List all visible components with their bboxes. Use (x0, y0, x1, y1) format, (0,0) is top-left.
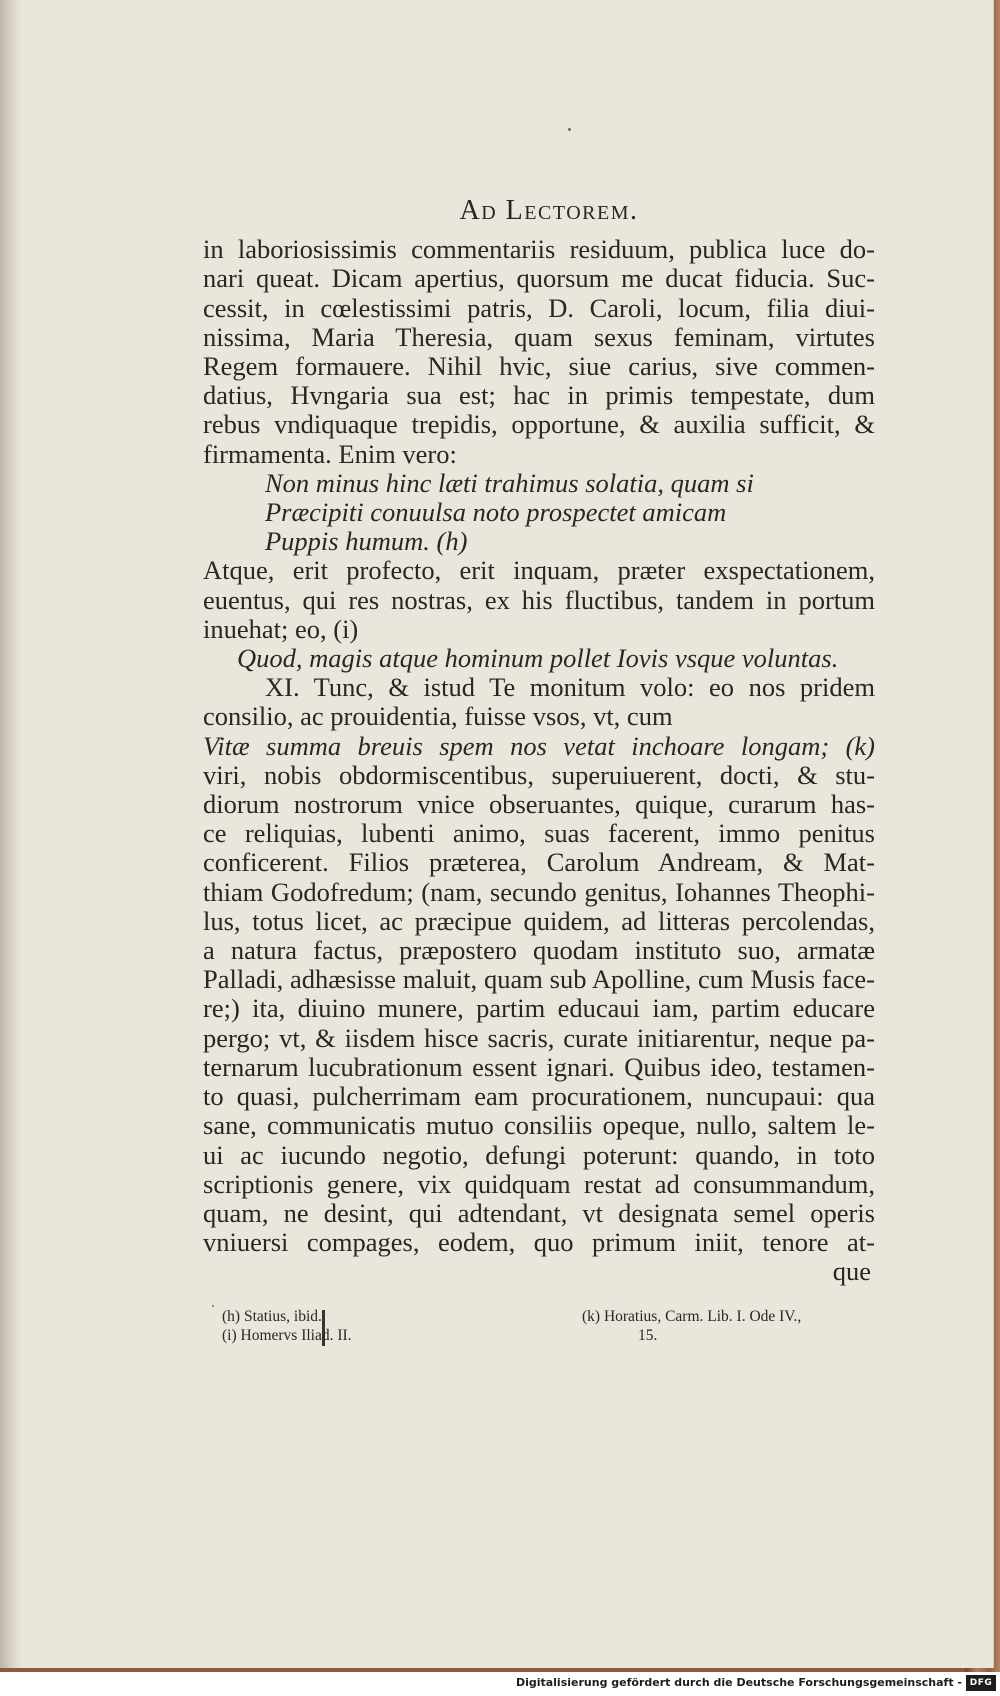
text-line: ce reliquias, lubenti animo, suas facerent, immo penitus (203, 818, 875, 849)
main-text (203, 196, 875, 1287)
footnote-i: (i) Homervs Iliad. II. (222, 1327, 352, 1344)
verse-line: Non minus hinc læti trahimus solatia, quam si (265, 467, 754, 498)
text-line: Atque, erit profecto, erit inquam, præter exspectationem, (203, 555, 875, 586)
paper-speck (568, 128, 571, 131)
verse-line: Puppis humum. (h) (265, 526, 468, 557)
text-line: Palladi, adhæsisse maluit, quam sub Apolline, cum Musis face- (203, 964, 875, 995)
text-line: sane, communicatis mutuo consiliis opeque, nullo, saltem le- (203, 1110, 875, 1141)
footnote-h: (h) Statius, ibid. (222, 1308, 322, 1325)
text-line: cessit, in cœlestissimi patris, D. Caroli, locum, filia diui- (203, 292, 875, 323)
text-line: conficerent. Filios præterea, Carolum Andream, & Mat- (203, 847, 875, 878)
footnotes-right (582, 1307, 882, 1345)
paper-speck (212, 1305, 214, 1307)
text-line: firmamenta. Enim vero: (203, 438, 457, 469)
verse-line: Vitæ summa breuis spem nos vetat inchoare longam; (k) (203, 730, 875, 761)
text-line: inuehat; eo, (i) (203, 613, 359, 644)
text-line: a natura factus, præpostero quodam instituto suo, armatæ (203, 935, 875, 966)
text-line: to quasi, pulcherrimam eam procurationem, nuncupaui: qua (203, 1081, 875, 1112)
verse-line: Præcipiti conuulsa noto prospectet amicam (265, 497, 727, 528)
funding-credit: Digitalisierung gefördert durch die Deutsche Forschungsgemeinschaft - (515, 1676, 962, 1689)
footnote-k: (k) Horatius, Carm. Lib. I. Ode IV., (582, 1308, 802, 1325)
dfg-logo-icon: DFG (966, 1675, 996, 1691)
text-line: quam, ne desint, qui adtendant, vt designata semel operis (203, 1197, 875, 1228)
text-line: rebus vndiquaque trepidis, opportune, & auxilia sufficit, & (203, 409, 875, 440)
text-line: in laboriosissimis commentariis residuum, publica luce do- (203, 234, 875, 265)
credit-bar (0, 1672, 1000, 1696)
text-line: ui ac iucundo negotio, defungi poterunt: quando, in toto (203, 1139, 875, 1170)
text-line: consilio, ac prouidentia, fuisse vsos, vt, cum (203, 701, 673, 732)
text-line: diorum nostrorum vnice obseruantes, quique, curarum has- (203, 789, 875, 820)
catchword: que (832, 1256, 871, 1287)
text-line: scriptionis genere, vix quidquam restat ad consummandum, (203, 1168, 875, 1199)
running-head: Ad Lectorem. (459, 195, 639, 226)
text-line: vniuersi compages, eodem, quo primum iniit, tenore at- (203, 1227, 875, 1258)
footnote-k-continued: 15. (638, 1327, 658, 1344)
text-line: pergo; vt, & iisdem hisce sacris, curate initiarentur, neque pa- (203, 1022, 875, 1053)
text-line: lus, totus licet, ac præcipue quidem, ad litteras percolendas, (203, 905, 875, 936)
text-line: datius, Hvngaria sua est; hac in primis tempestate, dum (203, 380, 875, 411)
text-line: re;) ita, diuino munere, partim educaui iam, partim educare (203, 993, 875, 1024)
text-line: ternarum lucubrationum essent ignari. Quibus ideo, testamen- (203, 1051, 875, 1082)
text-line: viri, nobis obdormiscentibus, superuiuerent, docti, & stu- (203, 759, 875, 790)
verse-line: Quod, magis atque hominum pollet Iovis vsque voluntas. (237, 643, 839, 674)
page-gutter (0, 0, 22, 1668)
text-line: thiam Godofredum; (nam, secundo genitus, Iohannes Theophi- (203, 876, 875, 907)
text-line: euentus, qui res nostras, ex his fluctibus, tandem in portum (203, 584, 875, 615)
text-line: nari queat. Dicam apertius, quorsum me ducat fiducia. Suc- (203, 263, 875, 294)
text-line: nissima, Maria Theresia, quam sexus feminam, virtutes (203, 321, 875, 352)
section-xi-line: XI. Tunc, & istud Te monitum volo: eo nos pridem (265, 672, 875, 703)
text-line: Regem formauere. Nihil hvic, siue carius, sive commen- (203, 351, 875, 382)
footnotes-left (222, 1307, 502, 1345)
